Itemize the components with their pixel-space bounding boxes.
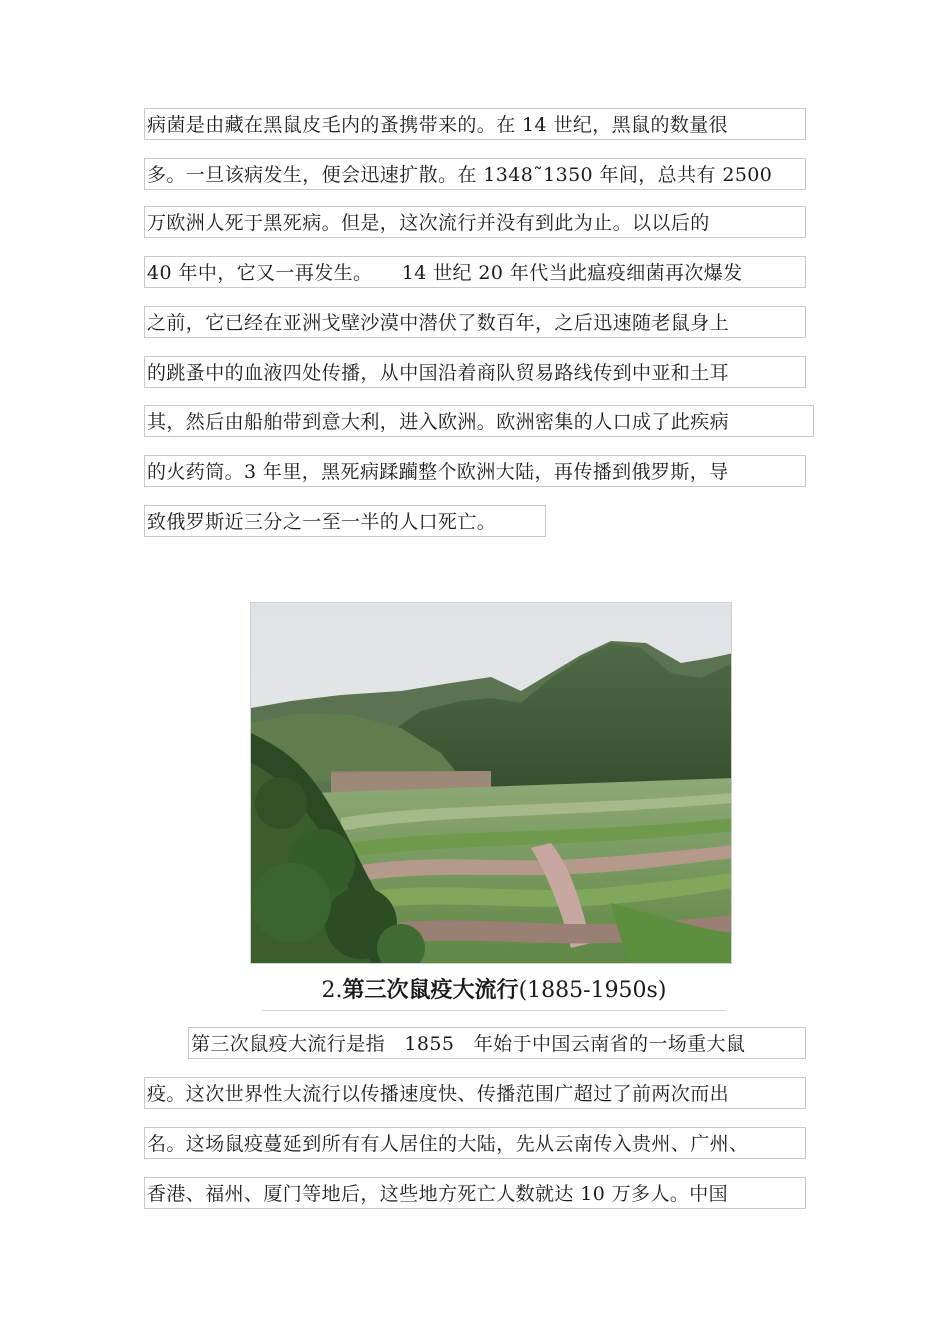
paragraph-line: 其，然后由船舶带到意大利，进入欧洲。欧洲密集的人口成了此疾病: [144, 405, 814, 437]
paragraph-line: 病菌是由藏在黑鼠皮毛内的蚤携带来的。在 14 世纪，黑鼠的数量很: [144, 108, 806, 140]
paragraph-line: 40 年中，它又一再发生。 14 世纪 20 年代当此瘟疫细菌再次爆发: [144, 256, 806, 288]
paragraph-line: 的跳蚤中的血液四处传播，从中国沿着商队贸易路线传到中亚和土耳: [144, 356, 806, 388]
paragraph-line: 名。这场鼠疫蔓延到所有有人居住的大陆，先从云南传入贵州、广州、: [144, 1127, 806, 1159]
paragraph-line: 致俄罗斯近三分之一至一半的人口死亡。: [144, 505, 546, 537]
heading-number: 2.: [321, 978, 343, 1003]
paragraph-line: 香港、福州、厦门等地后，这些地方死亡人数就达 10 万多人。中国: [144, 1177, 806, 1209]
paragraph-line: 之前，它已经在亚洲戈壁沙漠中潜伏了数百年，之后迅速随老鼠身上: [144, 306, 806, 338]
heading-years: (1885-1950s): [518, 978, 667, 1003]
paragraph-line: 第三次鼠疫大流行是指 1855 年始于中国云南省的一场重大鼠: [188, 1027, 806, 1059]
landscape-photo: [250, 602, 732, 964]
paragraph-line: 多。一旦该病发生，便会迅速扩散。在 1348˜1350 年间，总共有 2500: [144, 158, 806, 190]
paragraph-line: 的火药筒。3 年里，黑死病蹂躏整个欧洲大陆，再传播到俄罗斯，导: [144, 455, 806, 487]
paragraph-line: 疫。这次世界性大流行以传播速度快、传播范围广超过了前两次而出: [144, 1077, 806, 1109]
heading-title: 第三次鼠疫大流行: [342, 978, 519, 1003]
paragraph-line: 万欧洲人死于黑死病。但是，这次流行并没有到此为止。以以后的: [144, 206, 806, 238]
section-heading: [262, 972, 726, 1011]
